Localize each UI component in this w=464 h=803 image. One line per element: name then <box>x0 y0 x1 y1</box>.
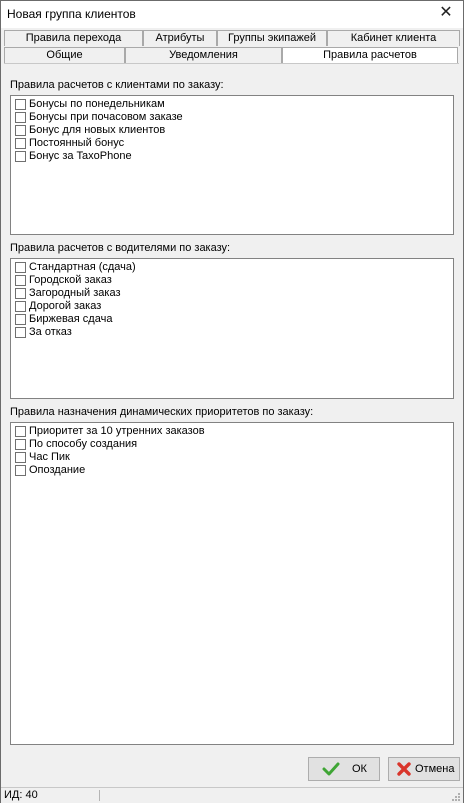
close-icon[interactable]: ✕ <box>439 4 453 21</box>
list-item[interactable]: Городской заказ <box>11 274 453 287</box>
checkbox[interactable] <box>15 327 26 338</box>
drivers-section-label: Правила расчетов с водителями по заказу: <box>10 242 231 254</box>
status-divider <box>99 790 100 801</box>
checkbox[interactable] <box>15 112 26 123</box>
resize-grip-icon[interactable] <box>451 792 461 802</box>
checkbox[interactable] <box>15 151 26 162</box>
ok-button-label: ОК <box>352 763 367 775</box>
tab-crew-groups[interactable]: Группы экипажей <box>217 30 327 46</box>
window-title: Новая группа клиентов <box>7 7 136 21</box>
ok-button[interactable] <box>308 757 380 781</box>
list-item[interactable]: Биржевая сдача <box>11 313 453 326</box>
tab-row-1 <box>4 30 460 46</box>
checkbox[interactable] <box>15 138 26 149</box>
checkbox[interactable] <box>15 99 26 110</box>
checkbox[interactable] <box>15 426 26 437</box>
checkbox[interactable] <box>15 465 26 476</box>
priorities-section-label: Правила назначения динамических приоритетов по заказу: <box>10 406 314 418</box>
clients-section-label: Правила расчетов с клиентами по заказу: <box>10 79 224 91</box>
cancel-button-label: Отмена <box>415 763 455 775</box>
tab-row-2 <box>4 47 458 63</box>
checkbox[interactable] <box>15 452 26 463</box>
tab-client-cabinet[interactable]: Кабинет клиента <box>327 30 460 46</box>
list-item[interactable]: По способу создания <box>11 438 453 451</box>
priorities-rules-list[interactable] <box>10 422 454 745</box>
tab-attributes[interactable]: Атрибуты <box>143 30 217 46</box>
checkbox[interactable] <box>15 301 26 312</box>
list-item[interactable]: Опоздание <box>11 464 453 477</box>
status-bar <box>1 787 463 803</box>
title-bar <box>1 1 463 28</box>
checkbox[interactable] <box>15 288 26 299</box>
list-item[interactable]: Бонус для новых клиентов <box>11 124 453 137</box>
checkbox[interactable] <box>15 262 26 273</box>
cross-icon <box>397 762 411 776</box>
tab-general[interactable]: Общие <box>4 47 125 63</box>
list-item[interactable]: Приоритет за 10 утренних заказов <box>11 425 453 438</box>
checkmark-icon <box>322 762 340 776</box>
checkbox[interactable] <box>15 275 26 286</box>
tab-calculation-rules[interactable]: Правила расчетов <box>282 47 458 63</box>
list-item[interactable]: Стандартная (сдача) <box>11 261 453 274</box>
list-item[interactable]: Бонус за TaxoPhone <box>11 150 453 163</box>
list-item[interactable]: Час Пик <box>11 451 453 464</box>
cancel-button[interactable] <box>388 757 460 781</box>
tab-panel-calculation-rules <box>4 63 459 748</box>
tab-transition-rules[interactable]: Правила перехода <box>4 30 143 46</box>
drivers-rules-list[interactable] <box>10 258 454 399</box>
tab-notifications[interactable]: Уведомления <box>125 47 282 63</box>
list-item[interactable]: Бонусы при почасовом заказе <box>11 111 453 124</box>
list-item[interactable]: Постоянный бонус <box>11 137 453 150</box>
checkbox[interactable] <box>15 125 26 136</box>
list-item[interactable]: Загородный заказ <box>11 287 453 300</box>
checkbox[interactable] <box>15 439 26 450</box>
list-item[interactable]: Дорогой заказ <box>11 300 453 313</box>
list-item[interactable]: Бонусы по понедельникам <box>11 98 453 111</box>
checkbox[interactable] <box>15 314 26 325</box>
clients-rules-list[interactable] <box>10 95 454 235</box>
status-id: ИД: 40 <box>4 789 38 801</box>
list-item[interactable]: За отказ <box>11 326 453 339</box>
